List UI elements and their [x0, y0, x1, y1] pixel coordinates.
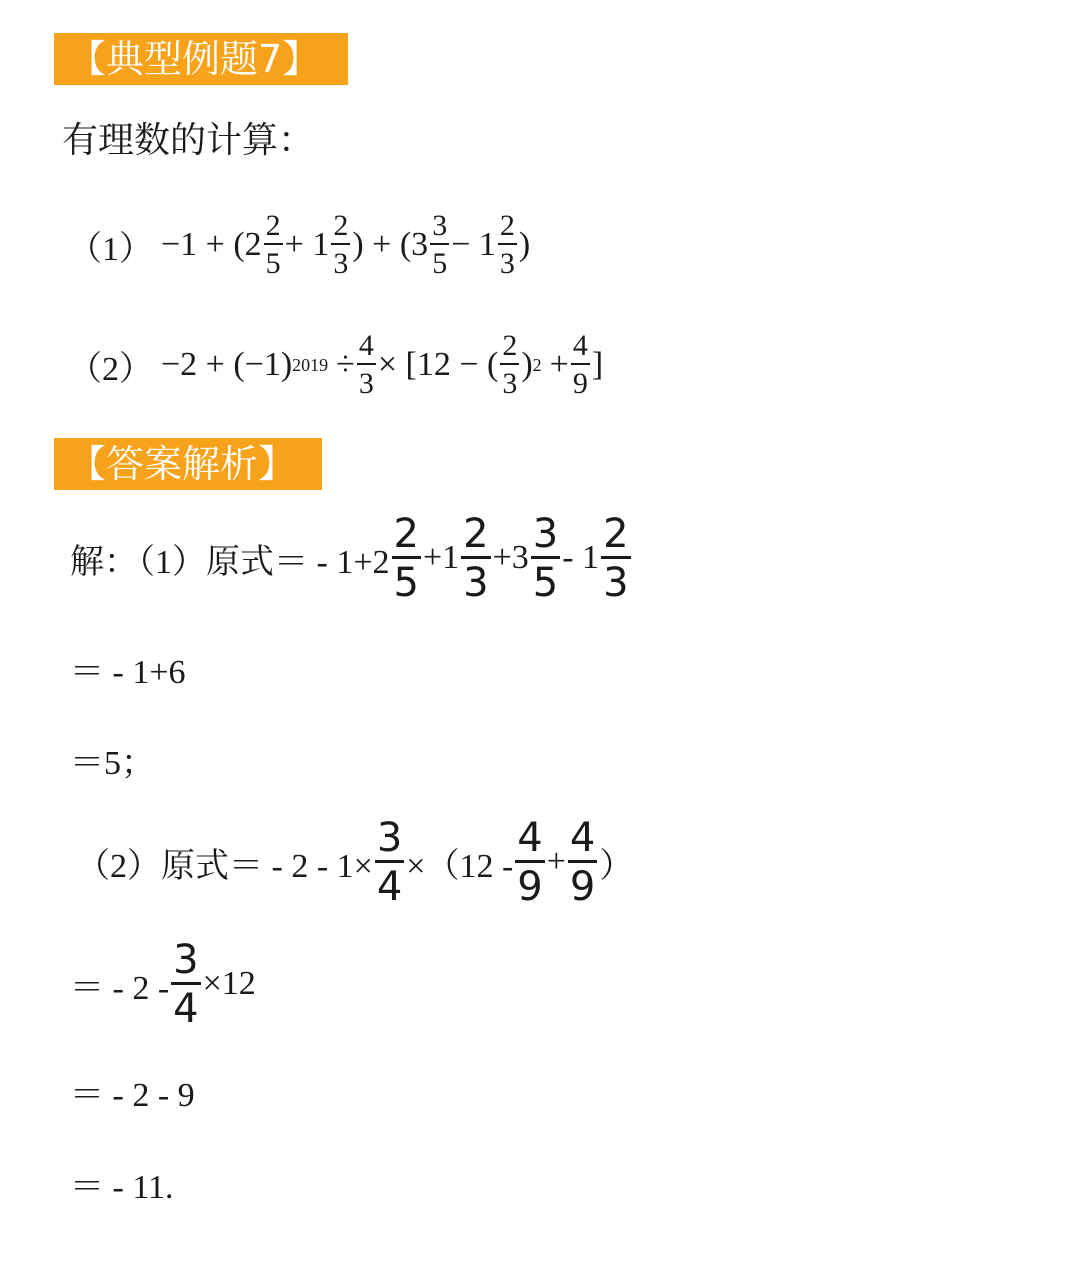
solution-4-term: +	[546, 843, 566, 880]
problem-1-term: ) + (3	[352, 226, 429, 263]
fraction: $\frac{2}{3}$	[502, 329, 518, 400]
problem-2-term: ÷	[336, 346, 355, 383]
problem-1-label: （1）	[68, 230, 153, 268]
problem-2: （2） −2 + (−1) 2019 ÷ $\frac{4}{3}$ × [12 − ( $\frac{2}{3}$ ) 2 + $\frac{4}{9}$ ]	[68, 329, 604, 400]
problem-1-term: − 1	[451, 226, 496, 263]
solution-line-6: ＝ - 2 - 9	[70, 1076, 195, 1114]
solution-1-prefix: 解：（1）原式＝ - 1+2	[70, 543, 390, 581]
solution-1-term: +3	[492, 539, 529, 576]
fraction: $\frac{4}{9}$	[517, 814, 543, 910]
fraction: $\frac{2}{3}$	[499, 209, 515, 280]
solution-1-term: +1	[422, 539, 460, 576]
solution-4-term: ）	[599, 847, 634, 885]
fraction: $\frac{3}{5}$	[532, 510, 559, 606]
problem-2-term: −2 + (−1)	[161, 346, 293, 383]
problem-1-term: −1 + (2	[161, 226, 262, 263]
solution-5-term: ×12	[202, 965, 256, 1002]
solution-1-term: - 1	[562, 539, 600, 576]
analysis-header: 【答案解析】	[54, 438, 322, 490]
fraction: $\frac{3}{4}$	[173, 936, 199, 1032]
solution-line-5	[70, 934, 256, 1034]
solution-line-2: ＝ - 1+6	[70, 653, 186, 691]
problem-2-term: × [12 − (	[377, 346, 499, 383]
problem-1	[68, 198, 530, 292]
solution-4-term: ×（12 -	[406, 847, 514, 885]
problem-1-term: )	[518, 226, 531, 263]
fraction: $\frac{2}{5}$	[393, 510, 419, 606]
solution-line-7: ＝ - 11.	[70, 1168, 174, 1206]
problem-2-term: )	[521, 346, 533, 383]
fraction: $\frac{2}{3}$	[463, 510, 489, 606]
fraction: $\frac{4}{9}$	[569, 814, 596, 910]
fraction: $\frac{2}{3}$	[603, 510, 629, 606]
fraction: $\frac{3}{4}$	[376, 814, 403, 910]
fraction: $\frac{4}{9}$	[572, 329, 588, 400]
problem-2-term: +	[549, 346, 569, 383]
solution-4-prefix: （2）原式＝ - 2 - 1×	[76, 847, 373, 885]
solution-5-prefix: ＝ - 2 -	[70, 969, 170, 1007]
solution-line-3: ＝5；	[70, 744, 155, 782]
problem-2-label: （2）	[68, 350, 153, 388]
fraction: $\frac{2}{5}$	[265, 209, 281, 280]
problem-intro: 有理数的计算：	[62, 119, 315, 161]
fraction: $\frac{4}{3}$	[358, 329, 374, 400]
example-header: 【典型例题7】	[54, 33, 348, 85]
fraction: $\frac{2}{3}$	[333, 209, 349, 280]
problem-2-term: ]	[591, 346, 604, 383]
solution-line-4	[76, 812, 633, 912]
fraction: $\frac{3}{5}$	[432, 209, 448, 280]
problem-1-term: + 1	[284, 226, 330, 263]
solution-line-1	[70, 508, 633, 608]
